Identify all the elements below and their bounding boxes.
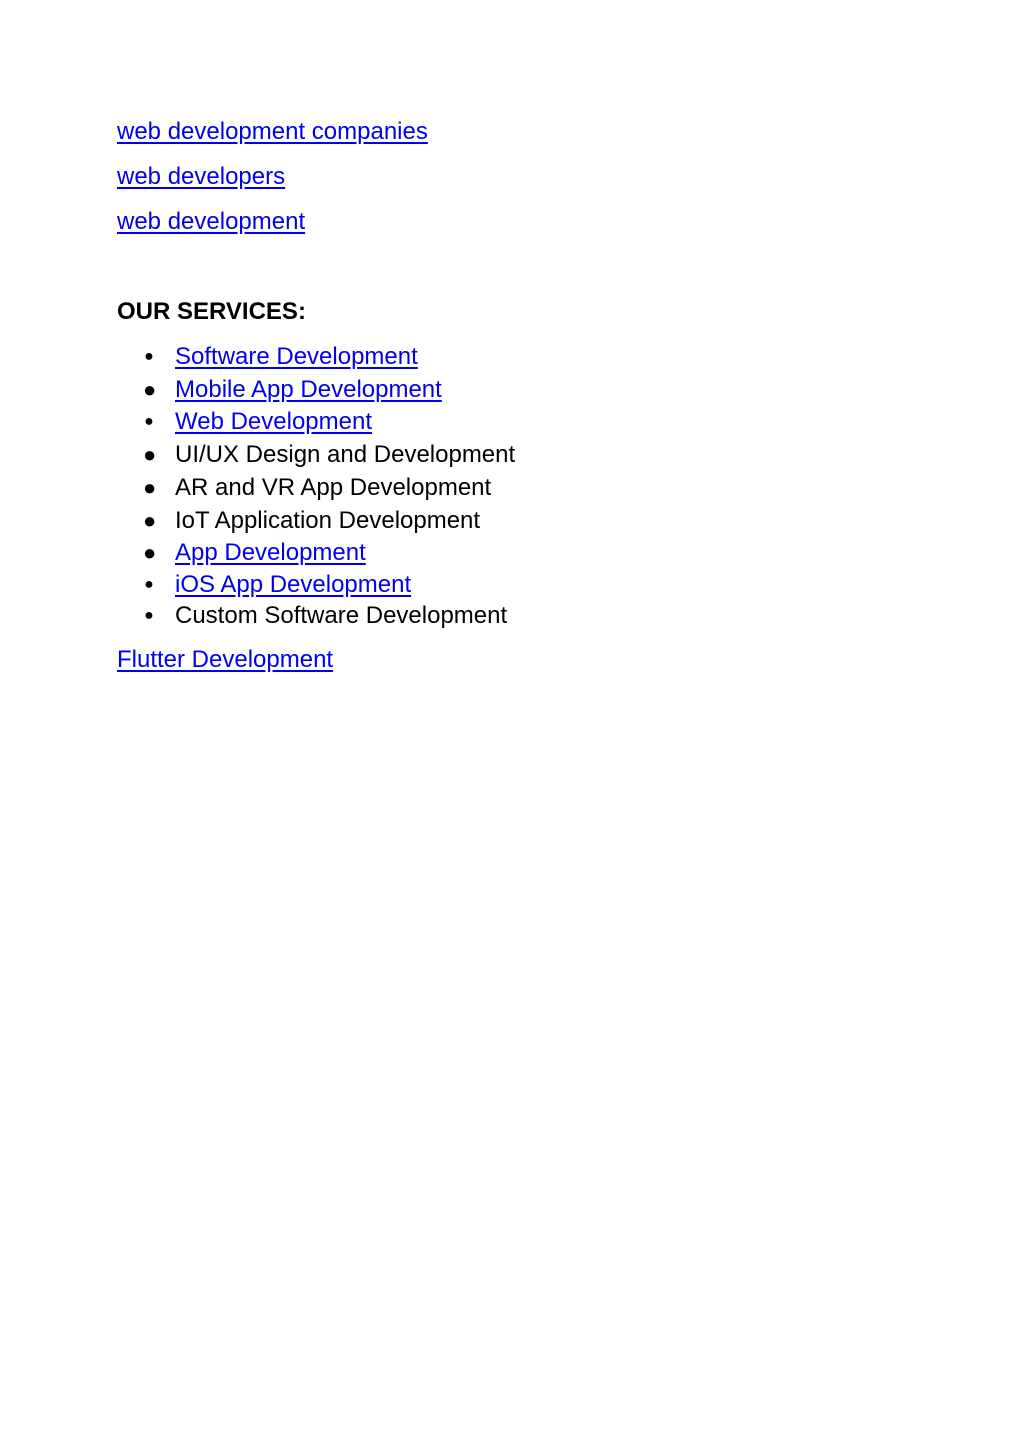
service-item-iot-development bbox=[117, 507, 817, 535]
service-item-uiux-design bbox=[117, 441, 817, 469]
link-web-development-companies[interactable]: web development companies bbox=[117, 118, 428, 145]
bullet-icon: ● bbox=[143, 442, 157, 467]
bullet-icon: ● bbox=[143, 475, 157, 500]
service-link-ios-app-development[interactable]: iOS App Development bbox=[175, 571, 412, 598]
service-item-software-development bbox=[117, 343, 817, 371]
link-web-development[interactable]: web development bbox=[117, 208, 306, 235]
bullet-icon: ● bbox=[143, 377, 157, 402]
service-link-software-development[interactable]: Software Development bbox=[175, 343, 418, 370]
service-link-app-development[interactable]: App Development bbox=[175, 539, 366, 566]
service-item-ar-vr-development bbox=[117, 474, 817, 502]
bullet-icon: ● bbox=[144, 607, 154, 624]
service-text-ar-vr-development: AR and VR App Development bbox=[175, 474, 492, 501]
bullet-icon: ● bbox=[144, 413, 154, 430]
service-text-uiux-design: UI/UX Design and Development bbox=[175, 441, 516, 468]
bullet-icon: ● bbox=[143, 508, 157, 533]
service-text-iot-development: IoT Application Development bbox=[175, 507, 481, 534]
service-text-custom-software-development: Custom Software Development bbox=[175, 602, 508, 629]
bullet-icon: ● bbox=[143, 540, 157, 565]
services-heading: OUR SERVICES: bbox=[117, 298, 306, 325]
bullet-icon: ● bbox=[144, 348, 154, 365]
link-web-developers[interactable]: web developers bbox=[117, 163, 286, 190]
service-link-web-development[interactable]: Web Development bbox=[175, 408, 372, 435]
bullet-icon: ● bbox=[144, 576, 154, 593]
service-link-mobile-app-development[interactable]: Mobile App Development bbox=[175, 376, 442, 403]
service-item-app-development bbox=[117, 539, 817, 567]
service-item-web-development bbox=[117, 408, 817, 436]
service-item-custom-software-development bbox=[117, 602, 817, 630]
link-flutter-development[interactable]: Flutter Development bbox=[117, 646, 334, 673]
service-item-mobile-app-development bbox=[117, 376, 817, 404]
service-item-ios-app-development bbox=[117, 571, 817, 599]
